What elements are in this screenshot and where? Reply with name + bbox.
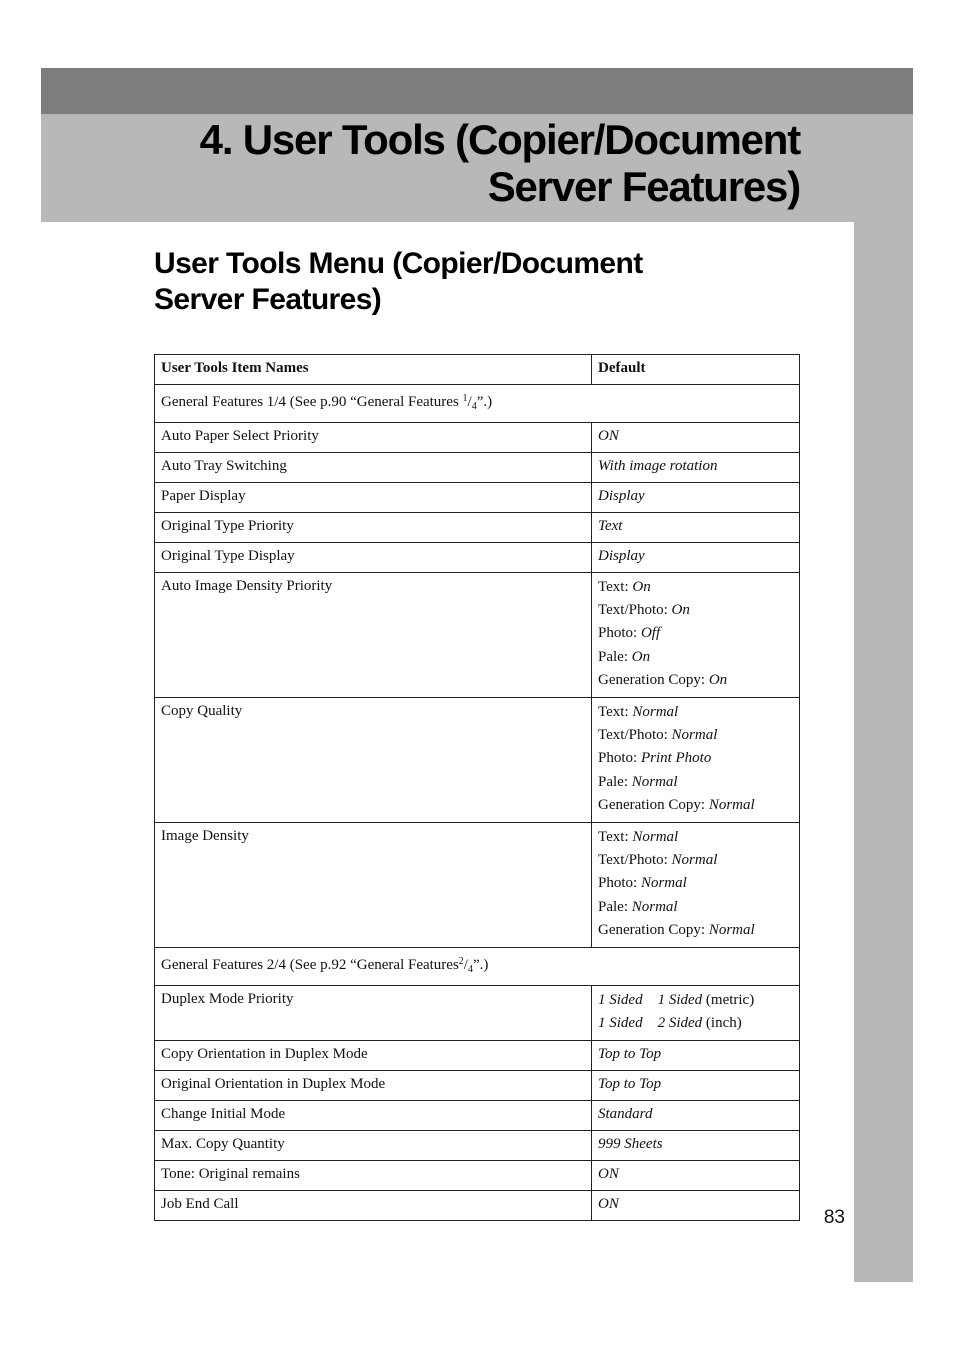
item-name: Original Type Priority — [155, 513, 592, 543]
table-header-row — [155, 355, 800, 385]
section-title: User Tools Menu (Copier/Document Server Features) — [154, 247, 643, 316]
header-default: Default — [592, 355, 800, 385]
item-default — [592, 573, 800, 698]
table-row — [155, 453, 800, 483]
table-row — [155, 823, 800, 948]
default-line: Text: Normal — [598, 829, 679, 846]
table-row — [155, 573, 800, 698]
table-row — [155, 513, 800, 543]
default-line: 1 Sided 2 Sided (inch) — [598, 1015, 742, 1032]
item-default: Standard — [592, 1101, 800, 1131]
default-line: Photo: Off — [598, 625, 661, 642]
default-line: Photo: Print Photo — [598, 750, 712, 767]
item-name: Tone: Original remains — [155, 1161, 592, 1191]
group-row-general-features-1 — [155, 385, 800, 423]
item-name: Max. Copy Quantity — [155, 1131, 592, 1161]
item-name: Auto Paper Select Priority — [155, 423, 592, 453]
item-default: Text — [592, 513, 800, 543]
table-row — [155, 1161, 800, 1191]
item-default: Top to Top — [592, 1071, 800, 1101]
item-name: Original Type Display — [155, 543, 592, 573]
table-row — [155, 483, 800, 513]
table-row — [155, 986, 800, 1041]
group-label: General Features 1/4 (See p.90 “General Features $^1/_4$”.) — [155, 385, 800, 423]
item-default: ON — [592, 1191, 800, 1221]
default-line: Text/Photo: Normal — [598, 727, 718, 744]
table-row — [155, 543, 800, 573]
default-line: Generation Copy: Normal — [598, 796, 755, 813]
item-default — [592, 823, 800, 948]
default-line: Text: On — [598, 579, 651, 595]
group-row-general-features-2 — [155, 948, 800, 986]
default-line: 1 Sided 1 Sided (metric) — [598, 992, 755, 1009]
table-row — [155, 1041, 800, 1071]
item-name: Copy Orientation in Duplex Mode — [155, 1041, 592, 1071]
user-tools-table — [154, 354, 800, 1221]
item-name: Image Density — [155, 823, 592, 948]
item-default: Display — [592, 543, 800, 573]
table-row — [155, 423, 800, 453]
page-number: 83 — [823, 1207, 845, 1228]
item-name: Duplex Mode Priority — [155, 986, 592, 1041]
item-default — [592, 698, 800, 823]
item-name: Copy Quality — [155, 698, 592, 823]
default-line: Text/Photo: On — [598, 602, 690, 619]
default-line: Pale: Normal — [598, 773, 678, 790]
default-line: Pale: On — [598, 648, 651, 665]
default-line: Text: Normal — [598, 704, 679, 721]
item-default: With image rotation — [592, 453, 800, 483]
item-default: ON — [592, 423, 800, 453]
item-name: Paper Display — [155, 483, 592, 513]
chapter-side-tab — [854, 222, 913, 1282]
chapter-header-dark-band — [41, 68, 913, 114]
table-row — [155, 1131, 800, 1161]
table-row — [155, 1101, 800, 1131]
item-name: Auto Tray Switching — [155, 453, 592, 483]
header-item-names: User Tools Item Names — [155, 355, 592, 385]
default-line: Photo: Normal — [598, 875, 687, 892]
item-name: Auto Image Density Priority — [155, 573, 592, 698]
item-default: Display — [592, 483, 800, 513]
item-default — [592, 986, 800, 1041]
default-line: Generation Copy: On — [598, 671, 728, 688]
default-line: Generation Copy: Normal — [598, 921, 755, 938]
item-default: ON — [592, 1161, 800, 1191]
table-row — [155, 1071, 800, 1101]
group-label: General Features 2/4 (See p.92 “General $Features^2/_4$”.) — [155, 948, 800, 986]
item-default: 999 Sheets — [592, 1131, 800, 1161]
chapter-title: 4. User Tools (Copier/Document Server Features) — [199, 116, 800, 210]
item-name: Original Orientation in Duplex Mode — [155, 1071, 592, 1101]
default-line: Text/Photo: Normal — [598, 852, 718, 869]
default-line: Pale: Normal — [598, 898, 678, 915]
item-name: Change Initial Mode — [155, 1101, 592, 1131]
item-default: Top to Top — [592, 1041, 800, 1071]
table-row — [155, 698, 800, 823]
item-name: Job End Call — [155, 1191, 592, 1221]
table-row — [155, 1191, 800, 1221]
